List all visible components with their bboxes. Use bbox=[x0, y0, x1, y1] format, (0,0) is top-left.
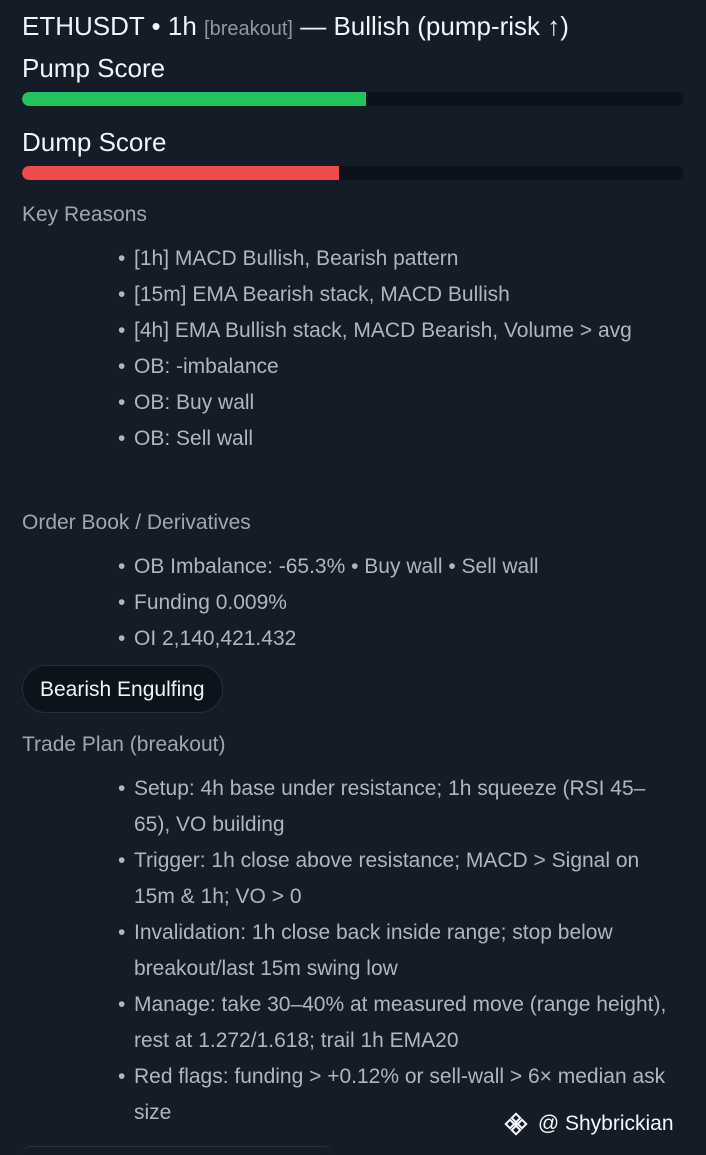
trade-plan-heading: Trade Plan (breakout) bbox=[22, 733, 226, 756]
dump-score-bar bbox=[22, 166, 683, 180]
page-title bbox=[22, 10, 569, 45]
orderbook-list bbox=[118, 549, 678, 657]
list-item: • OB: Sell wall bbox=[118, 421, 678, 457]
list-item: • [1h] MACD Bullish, Bearish pattern bbox=[118, 241, 678, 277]
dump-score-label: Dump Score bbox=[22, 127, 167, 157]
binance-logo-icon bbox=[504, 1112, 528, 1136]
watermark-text: @ Shybrickian bbox=[537, 1112, 674, 1135]
orderbook-heading: Order Book / Derivatives bbox=[22, 511, 251, 534]
key-reasons-heading: Key Reasons bbox=[22, 203, 147, 226]
mode-tag: [breakout] bbox=[204, 18, 293, 40]
pump-score-fill bbox=[22, 92, 366, 106]
list-item: • Red flags: funding > +0.12% or sell-wall > 6× median ask size bbox=[118, 1059, 678, 1131]
list-item: • OI 2,140,421.432 bbox=[118, 621, 678, 657]
list-item: • [4h] EMA Bullish stack, MACD Bearish, Volume > avg bbox=[118, 313, 678, 349]
key-reasons-list bbox=[118, 241, 678, 457]
verdict: — Bullish (pump-risk ↑) bbox=[300, 11, 569, 41]
list-item: • OB Imbalance: -65.3% • Buy wall • Sell wall bbox=[118, 549, 678, 585]
pump-score-label: Pump Score bbox=[22, 53, 166, 83]
list-item: • Trigger: 1h close above resistance; MACD > Signal on 15m & 1h; VO > 0 bbox=[118, 843, 678, 915]
watermark bbox=[504, 1108, 674, 1140]
list-item: • OB: -imbalance bbox=[118, 349, 678, 385]
symbol: ETHUSDT bbox=[22, 11, 145, 41]
title-separator: • bbox=[151, 11, 161, 41]
list-item: • Setup: 4h base under resistance; 1h squeeze (RSI 45–65), VO building bbox=[118, 771, 678, 843]
list-item: • [15m] EMA Bearish stack, MACD Bullish bbox=[118, 277, 678, 313]
pump-score-bar bbox=[22, 92, 683, 106]
list-item: • Manage: take 30–40% at measured move (range height), rest at 1.272/1.618; trail 1h EMA20 bbox=[118, 987, 678, 1059]
pattern-chip[interactable]: Bearish Engulfing bbox=[22, 665, 223, 713]
trade-plan-list bbox=[118, 771, 678, 1131]
dump-score-fill bbox=[22, 166, 339, 180]
list-item: • Funding 0.009% bbox=[118, 585, 678, 621]
list-item: • OB: Buy wall bbox=[118, 385, 678, 421]
list-item: • Invalidation: 1h close back inside range; stop below breakout/last 15m swing low bbox=[118, 915, 678, 987]
next-card-edge bbox=[22, 1146, 332, 1155]
timeframe: 1h bbox=[167, 11, 197, 41]
